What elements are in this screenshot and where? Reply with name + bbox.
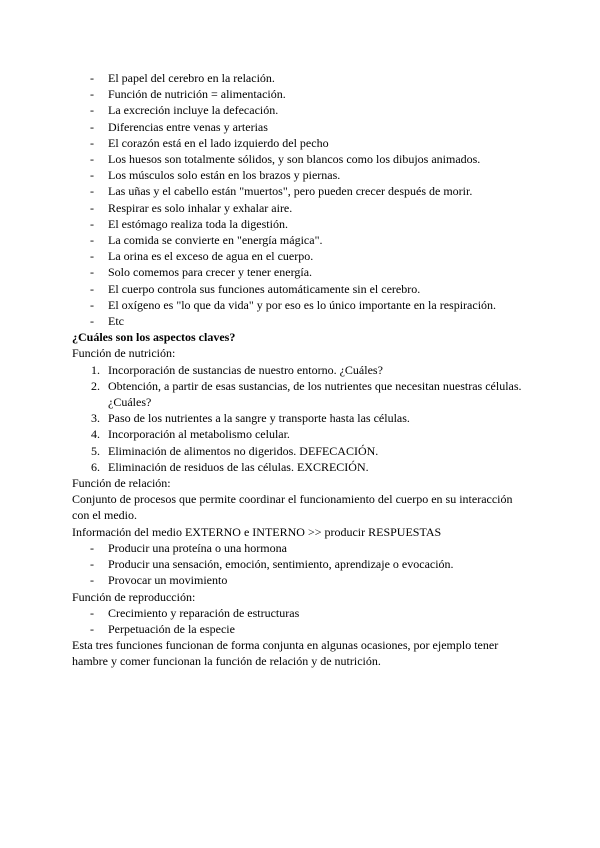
- relacion-title: Función de relación:: [72, 476, 171, 491]
- list-item: - El corazón está en el lado izquierdo del pecho: [90, 135, 329, 150]
- dash-marker: -: [90, 200, 94, 215]
- dash-marker: -: [90, 103, 94, 118]
- list-item: - Solo comemos para crecer y tener energía.: [90, 265, 313, 280]
- list-item: - Producir una sensación, emoción, sentimiento, aprendizaje o evocación.: [90, 557, 454, 572]
- dash-marker: -: [90, 135, 94, 150]
- dash-marker: -: [90, 281, 94, 296]
- dash-marker: -: [90, 557, 94, 572]
- list-item: - Producir una proteína o una hormona: [90, 540, 287, 555]
- dash-marker: -: [90, 605, 94, 620]
- nutricion-list: [0, 362, 600, 475]
- list-item: - La excreción incluye la defecación.: [90, 103, 279, 118]
- numbered-item: 1. Incorporación de sustancias de nuestro entorno. ¿Cuáles?: [0, 362, 600, 378]
- dash-marker: -: [90, 87, 94, 102]
- list-item: - La orina es el exceso de agua en el cuerpo.: [90, 249, 314, 264]
- reproduccion-title: Función de reproducción:: [72, 589, 196, 604]
- dash-marker: -: [90, 184, 94, 199]
- dash-marker: -: [90, 119, 94, 134]
- item-number: 4.: [91, 427, 100, 442]
- list-item: - El estómago realiza toda la digestión.: [90, 216, 288, 231]
- dash-marker: -: [90, 233, 94, 248]
- numbered-item: 3. Paso de los nutrientes a la sangre y transporte hasta las células.: [0, 410, 600, 426]
- dash-marker: -: [90, 249, 94, 264]
- dash-marker: -: [90, 573, 94, 588]
- dash-marker: -: [90, 168, 94, 183]
- relacion-list: [0, 540, 600, 589]
- list-item: - Las uñas y el cabello están "muertos", pero pueden crecer después de morir.: [90, 184, 473, 199]
- dash-marker: -: [90, 152, 94, 167]
- item-number: 3.: [91, 411, 100, 426]
- dash-marker: -: [90, 265, 94, 280]
- list-item: - El papel del cerebro en la relación.: [90, 71, 275, 85]
- numbered-item: 6. Eliminación de residuos de las células. EXCRECIÓN.: [0, 459, 600, 475]
- numbered-item: 5. Eliminación de alimentos no digeridos. DEFECACIÓN.: [0, 443, 600, 459]
- numbered-item: 4. Incorporación al metabolismo celular.: [0, 426, 600, 442]
- list-item: - Respirar es solo inhalar y exhalar aire.: [90, 200, 293, 215]
- reproduccion-list: [0, 605, 600, 637]
- closing-paragraph: Esta tres funciones funcionan de forma conjunta en algunas ocasiones, por ejemplo tener hambre y comer funcionan la función de relación y de nutrición.: [72, 638, 499, 669]
- dash-marker: -: [90, 216, 94, 231]
- list-item: - Perpetuación de la especie: [90, 621, 235, 636]
- list-item: - El oxígeno es "lo que da vida" y por eso es lo único importante en la respiración.: [90, 297, 497, 312]
- relacion-info: Información del medio EXTERNO e INTERNO >> producir RESPUESTAS: [72, 524, 442, 539]
- list-item: - Etc: [90, 314, 124, 329]
- list-item: - Diferencias entre venas y arterias: [90, 119, 268, 134]
- list-item: - Función de nutrición = alimentación.: [90, 87, 286, 102]
- relacion-description: Conjunto de procesos que permite coordinar el funcionamiento del cuerpo en su interacción con el medio.: [72, 492, 513, 523]
- dash-marker: -: [90, 314, 94, 329]
- list-item: - Los músculos solo están en los brazos y piernas.: [90, 168, 341, 183]
- misconceptions-list: [0, 70, 600, 329]
- dash-marker: -: [90, 297, 94, 312]
- numbered-item: 2. Obtención, a partir de esas sustancias, de los nutrientes que necesitan nuestras células. ¿Cuáles?: [0, 378, 600, 410]
- list-item: - La comida se convierte en "energía mágica".: [90, 233, 323, 248]
- list-item: - Los huesos son totalmente sólidos, y son blancos como los dibujos animados.: [90, 152, 481, 167]
- dash-marker: -: [90, 540, 94, 555]
- item-number: 6.: [91, 459, 100, 474]
- item-number: 1.: [91, 362, 100, 377]
- list-item: - Provocar un movimiento: [90, 573, 228, 588]
- nutricion-title: Función de nutrición:: [72, 346, 176, 361]
- list-item: - Crecimiento y reparación de estructuras: [90, 605, 300, 620]
- dash-marker: -: [90, 71, 94, 85]
- item-number: 2.: [91, 378, 100, 393]
- item-number: 5.: [91, 443, 100, 458]
- document-page: [0, 70, 600, 670]
- section-heading: ¿Cuáles son los aspectos claves?: [72, 330, 236, 345]
- list-item: - El cuerpo controla sus funciones automáticamente sin el cerebro.: [90, 281, 421, 296]
- dash-marker: -: [90, 621, 94, 636]
